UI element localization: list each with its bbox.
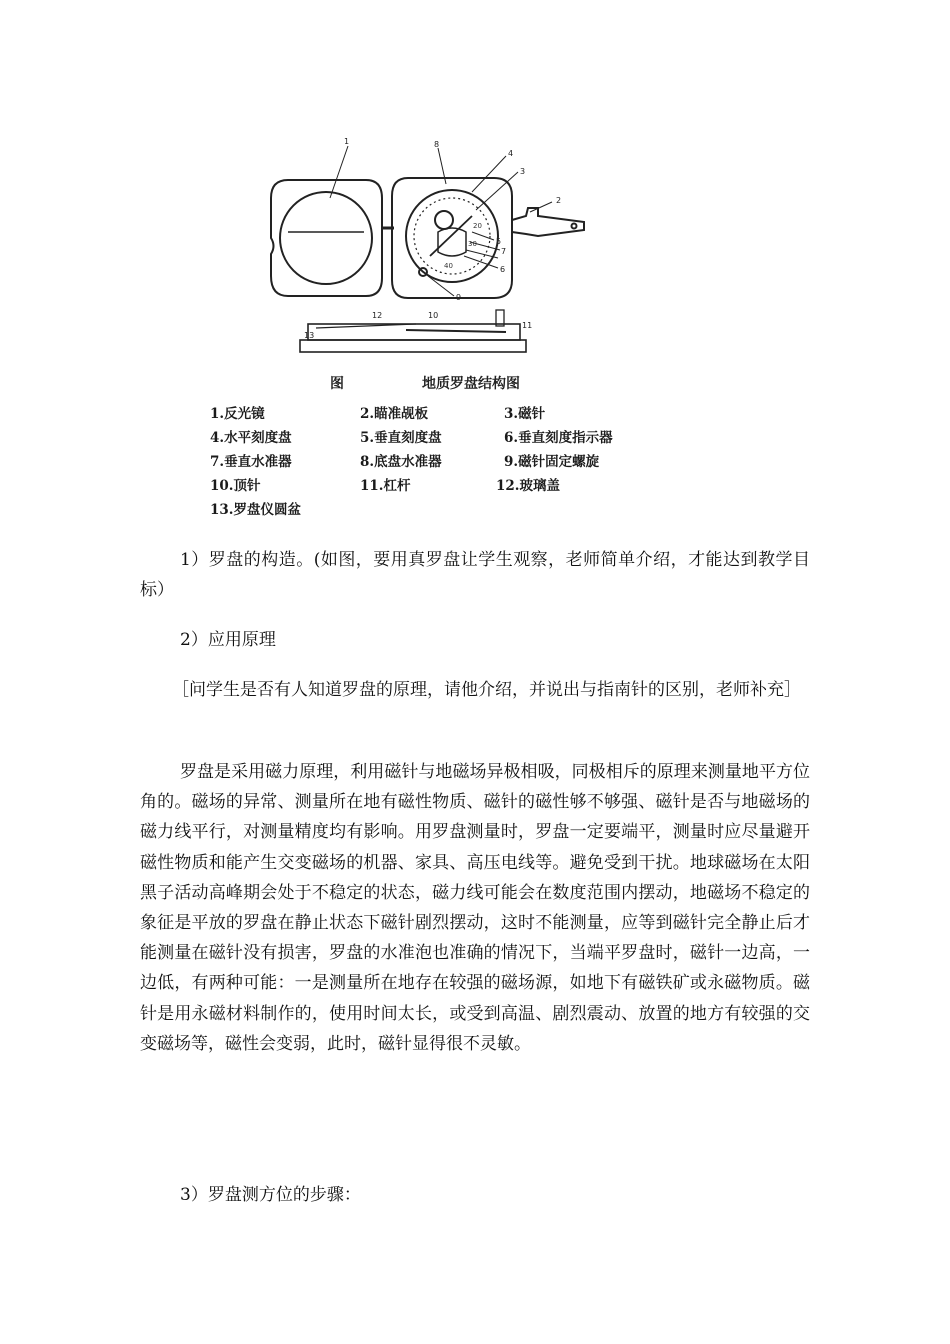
legend-item: 2.瞄准觇板 bbox=[360, 406, 429, 422]
reflector-mirror bbox=[280, 192, 372, 284]
paragraph-principle-heading: 2）应用原理 bbox=[180, 630, 276, 650]
sight-hole bbox=[572, 224, 577, 229]
svg-text:20: 20 bbox=[473, 222, 482, 230]
bottom-level bbox=[435, 211, 453, 229]
svg-text:3: 3 bbox=[520, 167, 526, 176]
legend-item: 6.垂直刻度指示器 bbox=[504, 430, 613, 446]
legend-item: 12.玻璃盖 bbox=[496, 478, 560, 494]
legend-item: 7.垂直水准器 bbox=[210, 454, 292, 470]
paragraph-steps-heading: 3）罗盘测方位的步骤： bbox=[180, 1185, 361, 1205]
legend-item: 13.罗盘仪圆盆 bbox=[210, 502, 301, 518]
legend-item: 4.水平刻度盘 bbox=[210, 430, 292, 446]
figure-title: 地质罗盘结构图 bbox=[422, 376, 520, 392]
legend-item: 5.垂直刻度盘 bbox=[360, 430, 442, 446]
svg-text:13: 13 bbox=[304, 331, 315, 340]
legend-item: 1.反光镜 bbox=[210, 406, 265, 422]
legend-item: 3.磁针 bbox=[504, 406, 546, 422]
left-lid-frame bbox=[271, 180, 382, 296]
svg-text:6: 6 bbox=[500, 265, 506, 274]
legend-item: 8.底盘水准器 bbox=[360, 454, 442, 470]
figure-label: 图 bbox=[330, 376, 344, 392]
compass-diagram bbox=[176, 128, 646, 368]
svg-text:11: 11 bbox=[522, 321, 533, 330]
vertical-dial bbox=[438, 228, 466, 256]
legend-item: 10.顶针 bbox=[210, 478, 261, 494]
svg-text:40: 40 bbox=[444, 262, 453, 270]
svg-text:1: 1 bbox=[344, 137, 350, 146]
svg-text:10: 10 bbox=[428, 311, 439, 320]
paragraph-structure: 1）罗盘的构造。(如图，要用真罗盘让学生观察，老师简单介绍，才能达到教学目标） bbox=[140, 550, 810, 601]
svg-text:9: 9 bbox=[456, 293, 462, 302]
paragraph-question: ［问学生是否有人知道罗盘的原理，请他介绍，并说出与指南针的区别，老师补充］ bbox=[172, 680, 801, 700]
right-body-frame bbox=[392, 178, 512, 298]
svg-text:12: 12 bbox=[372, 311, 383, 320]
legend-item: 9.磁针固定螺旋 bbox=[504, 454, 600, 470]
svg-text:5: 5 bbox=[496, 237, 502, 246]
svg-text:8: 8 bbox=[434, 140, 440, 149]
svg-text:4: 4 bbox=[508, 149, 514, 158]
legend-item: 11.杠杆 bbox=[360, 478, 411, 494]
svg-text:7: 7 bbox=[501, 247, 507, 256]
svg-text:2: 2 bbox=[556, 196, 562, 205]
dial-numbers bbox=[444, 222, 482, 270]
sighting-arm bbox=[512, 208, 584, 236]
callout-numbers bbox=[304, 137, 561, 340]
side-view-base bbox=[300, 340, 526, 352]
compass-structure-figure bbox=[176, 128, 646, 528]
svg-text:30: 30 bbox=[468, 240, 477, 248]
paragraph-principle-body: 罗盘是采用磁力原理，利用磁针与地磁场异极相吸，同极相斥的原理来测量地平方位角的。磁场的异常、测量所在地有磁性物质、磁针的磁性够不够强、磁针是否与地磁场的磁力线平行，对测量精度均有影响。用罗盘测量时，罗盘一定要端平，测量时应尽量避开磁性物质和能产生交变磁场的机器、家具、高压电线等。避免受到干扰。地球磁场在太阳黑子活动高峰期会处于不稳定的状态，磁力线可能会在数度范围内摆动，地磁场不稳定的象征是平放的罗盘在静止状态下磁针剧烈摆动，这时不能测量，应等到磁针完全静止后才能测量在磁针没有损害，罗盘的水准泡也准确的情况下，当端平罗盘时，磁针一边高，一边低，有两种可能：一是测量所在地存在较强的磁场源，如地下有磁铁矿或永磁物质。磁针是用永磁材料制作的，使用时间太长，或受到高温、剧烈震动、放置的地方有较强的交变磁场等，磁性会变弱，此时，磁针显得很不灵敏。 bbox=[140, 762, 810, 1054]
